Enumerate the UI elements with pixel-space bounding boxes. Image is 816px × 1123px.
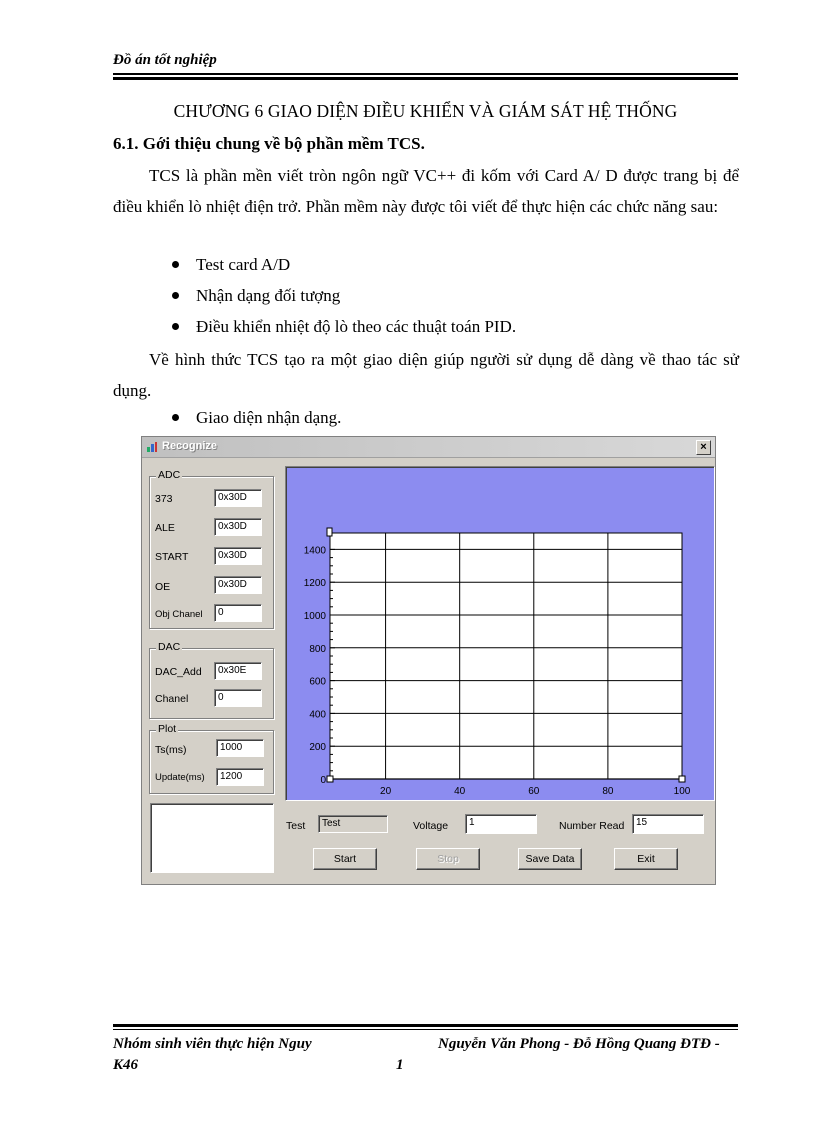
x-tick-label: 20 (380, 786, 392, 797)
close-icon[interactable]: × (696, 440, 711, 455)
paragraph-intro: TCS là phần mền viết tròn ngôn ngữ VC++ đi kốm với Card A/ D được trang bị để điều khiển lò nhiệt điện trở. Phần mềm này được tôi viết để thực hiện các chức năng sau: (113, 166, 739, 216)
bullet-dot (172, 323, 179, 330)
header-rule-thick (113, 77, 738, 80)
adc-373-input[interactable]: 0x30D (214, 489, 262, 507)
adc-oe-input[interactable]: 0x30D (214, 576, 262, 594)
data-point (327, 776, 333, 782)
field-label-ts: Ts(ms) (155, 744, 187, 756)
field-label-ale: ALE (155, 522, 175, 534)
footer-rule (113, 1029, 738, 1030)
footer-rule-thick (113, 1024, 738, 1027)
bullet-text: Điều khiển nhiệt độ lò theo các thuật toán PID. (196, 317, 517, 336)
y-tick-label: 600 (309, 676, 326, 688)
footer-left-line2: K46 (113, 1057, 139, 1073)
adc-obj-chanel-input[interactable]: 0 (214, 604, 262, 622)
x-tick-label: 60 (528, 786, 540, 797)
plot-update-input[interactable]: 1200 (216, 768, 264, 786)
dac-add-input[interactable]: 0x30E (214, 662, 262, 680)
adc-group-label: ADC (158, 469, 181, 481)
bullet-item (172, 408, 341, 428)
plot-area (330, 533, 682, 779)
header-rule (113, 73, 738, 75)
bullet-dot (172, 261, 179, 268)
app-icon (146, 441, 158, 453)
y-tick-label: 1200 (303, 578, 326, 590)
y-tick-label: 1000 (303, 611, 326, 622)
message-box[interactable] (150, 803, 274, 873)
test-field: Test (318, 815, 388, 833)
y-tick-label: 200 (309, 742, 326, 754)
bullet-text: Nhận dạng đối tượng (196, 286, 341, 305)
x-tick-label: 80 (602, 786, 614, 797)
page-number: 1 (396, 1057, 404, 1073)
test-label: Test (286, 820, 306, 832)
bullet-item (172, 317, 516, 337)
field-label-dac-add: DAC_Add (155, 666, 202, 678)
x-tick-label: 40 (454, 786, 466, 797)
field-label-update: Update(ms) (155, 772, 205, 783)
recognize-dialog (141, 436, 716, 885)
bullet-text: Test card A/D (196, 255, 291, 274)
adc-start-input[interactable]: 0x30D (214, 547, 262, 565)
dac-chanel-input[interactable]: 0 (214, 689, 262, 707)
start-button[interactable]: Start (313, 848, 377, 870)
voltage-input[interactable]: 1 (465, 814, 537, 834)
paragraph-interface: Về hình thức TCS tạo ra một giao diện giúp người sử dụng dễ dàng về thao tác sử dụng. (113, 350, 739, 400)
plot-ts-input[interactable]: 1000 (216, 739, 264, 757)
recognition-chart (286, 467, 712, 798)
dac-group (149, 641, 274, 719)
voltage-label: Voltage (413, 820, 449, 832)
y-tick-label: 400 (309, 709, 326, 721)
bullet-item (172, 255, 290, 275)
field-label-oe: OE (155, 581, 171, 593)
field-label-obj-chanel: Obj Chanel (155, 609, 203, 620)
footer-left-line1: Nhóm sinh viên thực hiện Nguy (113, 1036, 312, 1052)
x-tick-label: 100 (673, 786, 691, 797)
title-bar[interactable] (142, 437, 715, 458)
chart-panel (285, 466, 715, 801)
bullet-dot (172, 292, 179, 299)
footer-right: Nguyễn Văn Phong - Đỗ Hồng Quang ĐTĐ - (438, 1036, 720, 1052)
dac-group-label: DAC (158, 641, 181, 653)
bullet-item (172, 286, 340, 306)
y-tick-label: 800 (309, 643, 326, 655)
y-tick-label: 1400 (303, 545, 326, 557)
save-data-button[interactable]: Save Data (518, 848, 582, 870)
axis-marker (327, 528, 332, 536)
exit-button[interactable]: Exit (614, 848, 678, 870)
chapter-title: CHƯƠNG 6 GIAO DIỆN ĐIỀU KHIỂN VÀ GIÁM SÁT HỆ THỐNG (173, 101, 678, 121)
adc-ale-input[interactable]: 0x30D (214, 518, 262, 536)
stop-button[interactable]: Stop (416, 848, 480, 870)
plot-group-label: Plot (158, 723, 177, 735)
page-header: Đồ án tốt nghiệp (113, 52, 217, 68)
section-title: 6.1. Gới thiệu chung về bộ phần mềm TCS. (113, 134, 425, 153)
number-read-input[interactable]: 15 (632, 814, 704, 834)
field-label-chanel: Chanel (155, 693, 189, 705)
bullet-dot (172, 414, 179, 421)
bullet-text: Giao diện nhận dạng. (196, 408, 342, 427)
field-label-373: 373 (155, 493, 173, 505)
field-label-start: START (155, 551, 189, 563)
data-point (679, 776, 685, 782)
window-title: Recognize (162, 440, 218, 452)
y-tick-label: 0 (320, 775, 326, 786)
number-read-label: Number Read (559, 820, 625, 832)
